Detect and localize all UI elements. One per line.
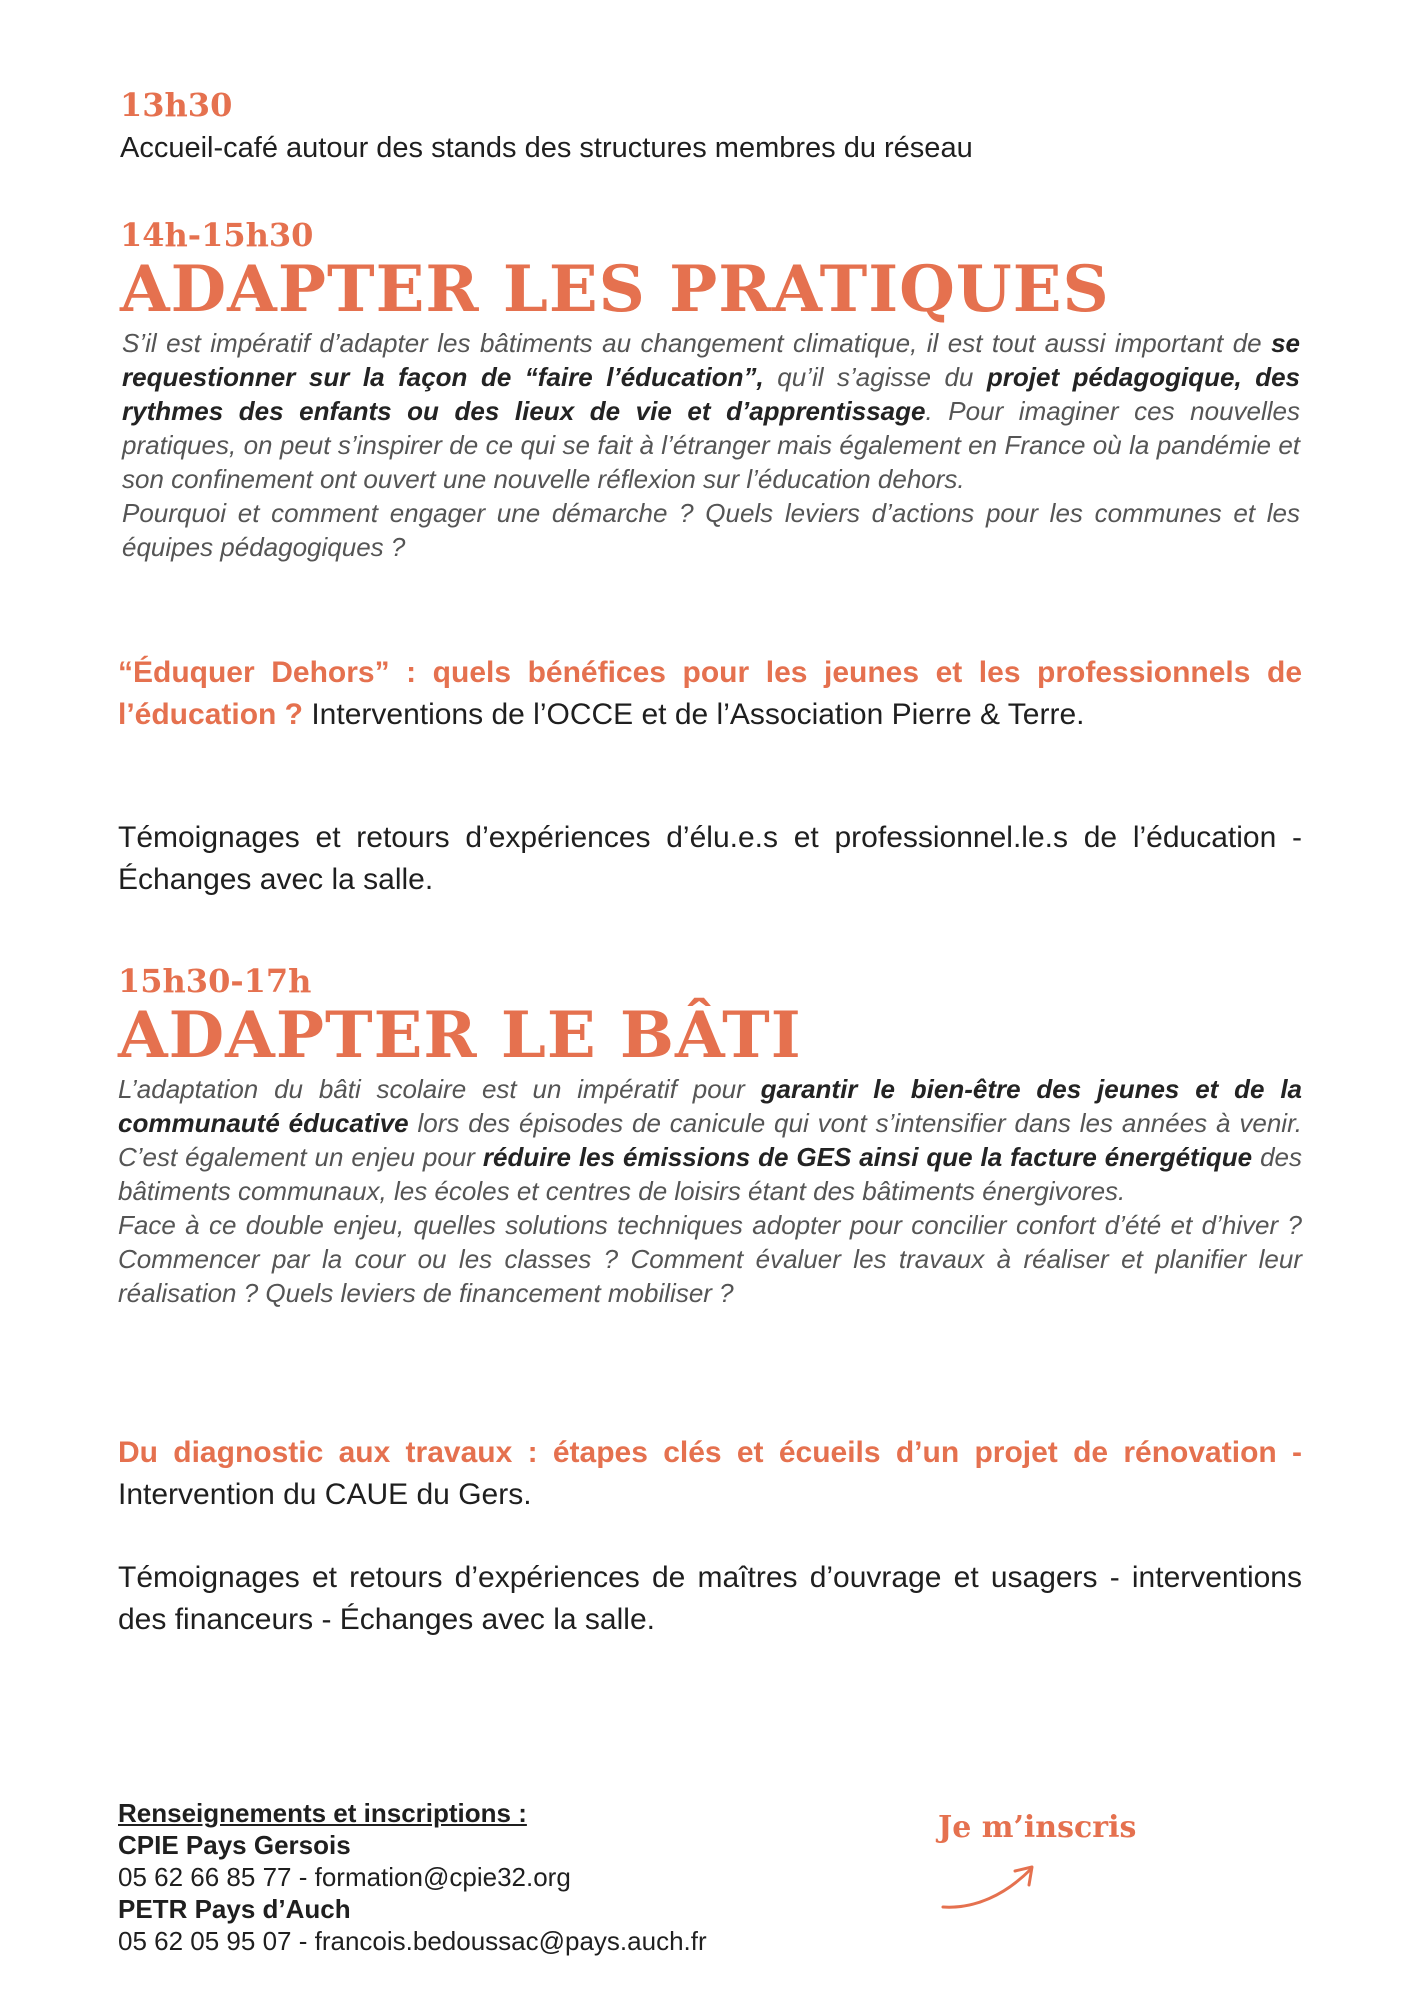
bati-desc-text-e: des bâtiments communaux, les écoles et centres de loisirs étant des bâtiments énergivores. xyxy=(118,1142,1302,1206)
bati-talk-title: Du diagnostic aux travaux : étapes clés et écueils d’un projet de rénovation - xyxy=(118,1436,1302,1469)
pratiques-desc-text-c: qu’il s’agisse du xyxy=(763,362,987,392)
arrow-icon xyxy=(935,1855,1045,1917)
pratiques-description xyxy=(122,326,1300,564)
bati-desc-p2: Face à ce double enjeu, quelles solutions techniques adopter pour concilier confort d’été et d’hiver ? Commencer par la cour ou les classes ? Comment évaluer les travaux à réaliser et planifier leur réalisation ? Quels leviers de financement mobiliser ? xyxy=(118,1210,1302,1308)
contact-heading: Renseignements et inscriptions : xyxy=(118,1798,527,1828)
pratiques-talk-speakers: Interventions de l’OCCE et de l’Association Pierre & Terre. xyxy=(303,698,1085,731)
bati-desc-text-c: lors des épisodes de canicule qui vont s’intensifier dans les années à venir. C’est également un enjeu pour xyxy=(118,1108,1302,1172)
pratiques-desc-text-a: S’il est impératif d’adapter les bâtiments au changement climatique, il est tout aussi important de xyxy=(122,328,1272,358)
pratiques-desc-text-e: . Pour imaginer ces nouvelles pratiques, on peut s’inspirer de ce qui se fait à l’étranger mais également en France où la pandémie et son confinement ont ouvert une nouvelle réflexion sur l’éducation dehors. xyxy=(122,396,1301,494)
pratiques-desc-p2: Pourquoi et comment engager une démarche ? Quels leviers d’actions pour les communes et les équipes pédagogiques ? xyxy=(122,498,1300,562)
bati-testimonies-text: Témoignages et retours d’expériences de maîtres d’ouvrage et usagers - interventions des financeurs - Échanges avec la salle. xyxy=(118,1561,1302,1636)
bati-desc-p1 xyxy=(118,1072,1302,1208)
bati-testimonies xyxy=(118,1557,1302,1641)
intro-text: Accueil-café autour des stands des structures membres du réseau xyxy=(120,132,973,164)
pratiques-talk xyxy=(118,652,1302,736)
pratiques-testimonies-text: Témoignages et retours d’expériences d’élu.e.s et professionnel.le.s de l’éducation - Échanges avec la salle. xyxy=(118,821,1302,896)
bati-desc-emph-2: réduire les émissions de GES ainsi que la facture énergétique xyxy=(482,1142,1253,1172)
pratiques-desc-emph-1: se requestionner sur la façon de “faire l’éducation”, xyxy=(122,328,1300,392)
intro-time: 13h30 xyxy=(120,86,233,124)
pratiques-testimonies xyxy=(118,817,1302,901)
bati-desc-emph-1: garantir le bien-être des jeunes et de la communauté éducative xyxy=(118,1074,1302,1138)
contact-petr-details[interactable]: 05 62 05 95 07 - francois.bedoussac@pays.auch.fr xyxy=(118,1926,707,1956)
bati-description xyxy=(118,1072,1302,1310)
bati-title: ADAPTER LE BÂTI xyxy=(118,998,802,1073)
pratiques-talk-title: “Éduquer Dehors” : quels bénéfices pour les jeunes et les professionnels de l’éducation ? xyxy=(118,656,1302,731)
bati-talk xyxy=(118,1432,1302,1516)
pratiques-desc-p1 xyxy=(122,326,1300,496)
bati-time: 15h30-17h xyxy=(118,962,312,1000)
pratiques-time: 14h-15h30 xyxy=(120,216,314,254)
pratiques-desc-emph-2: projet pédagogique, des rythmes des enfants ou des lieux de vie et d’apprentissage xyxy=(122,362,1300,426)
contact-org-cpie: CPIE Pays Gersois xyxy=(118,1830,351,1860)
register-link[interactable]: Je m’inscris xyxy=(938,1810,1137,1845)
contact-cpie-details[interactable]: 05 62 66 85 77 - formation@cpie32.org xyxy=(118,1862,571,1892)
bati-desc-text-a: L’adaptation du bâti scolaire est un impératif pour xyxy=(118,1074,761,1104)
contact-block xyxy=(118,1797,707,1957)
contact-org-petr: PETR Pays d’Auch xyxy=(118,1894,351,1924)
bati-talk-speakers: Intervention du CAUE du Gers. xyxy=(118,1478,532,1511)
pratiques-title: ADAPTER LES PRATIQUES xyxy=(120,252,1110,327)
